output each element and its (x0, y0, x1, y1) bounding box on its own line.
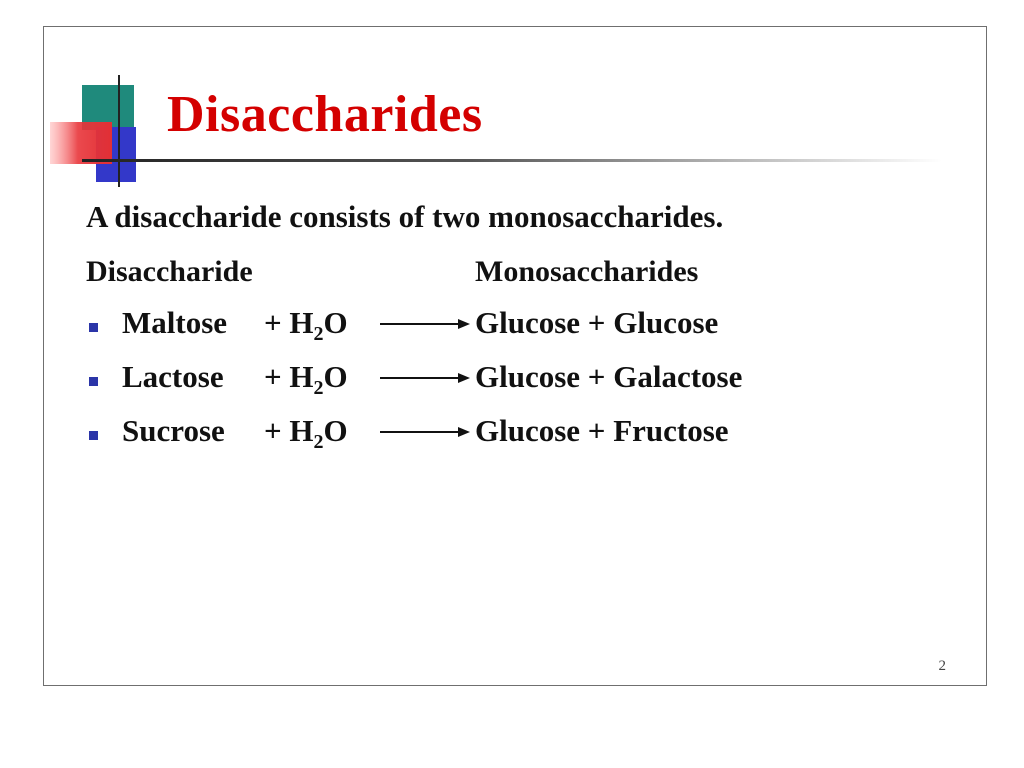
disaccharide-name: Maltose (122, 305, 228, 340)
monosaccharide-products: Glucose + Glucose (475, 305, 719, 340)
slide-title: Disaccharides (167, 86, 483, 143)
water-oxygen: O (323, 413, 348, 448)
column-headers (44, 257, 986, 291)
water-oxygen: O (323, 305, 348, 340)
water-subscript: 2 (313, 323, 324, 345)
reaction-row-maltose (44, 307, 986, 361)
intro-text: A disaccharide consists of two monosaccharides. (86, 199, 724, 234)
reaction-row-sucrose (44, 415, 986, 469)
title-underline (82, 159, 942, 162)
color-blocks-logo-icon (44, 27, 174, 197)
disaccharide-name: Lactose (122, 359, 224, 394)
slide (43, 26, 987, 686)
right-arrow-icon (380, 371, 470, 385)
water-subscript: 2 (313, 431, 324, 453)
water-plus-h: + H (264, 359, 314, 394)
square-bullet-icon (89, 377, 98, 386)
water-plus-h: + H (264, 413, 314, 448)
water-oxygen: O (323, 359, 348, 394)
disaccharide-name: Sucrose (122, 413, 225, 448)
water-formula (264, 305, 348, 345)
column-header-disaccharide: Disaccharide (86, 255, 253, 288)
monosaccharide-products: Glucose + Galactose (475, 359, 743, 394)
water-formula (264, 413, 348, 453)
reaction-row-lactose (44, 361, 986, 415)
reaction-list (44, 307, 986, 469)
water-plus-h: + H (264, 305, 314, 340)
water-subscript: 2 (313, 377, 324, 399)
right-arrow-icon (380, 317, 470, 331)
square-bullet-icon (89, 323, 98, 332)
monosaccharide-products: Glucose + Fructose (475, 413, 729, 448)
logo-red-block (50, 122, 112, 164)
right-arrow-icon (380, 425, 470, 439)
water-formula (264, 359, 348, 399)
column-header-monosaccharides: Monosaccharides (475, 255, 699, 288)
page-number: 2 (938, 658, 946, 674)
square-bullet-icon (89, 431, 98, 440)
